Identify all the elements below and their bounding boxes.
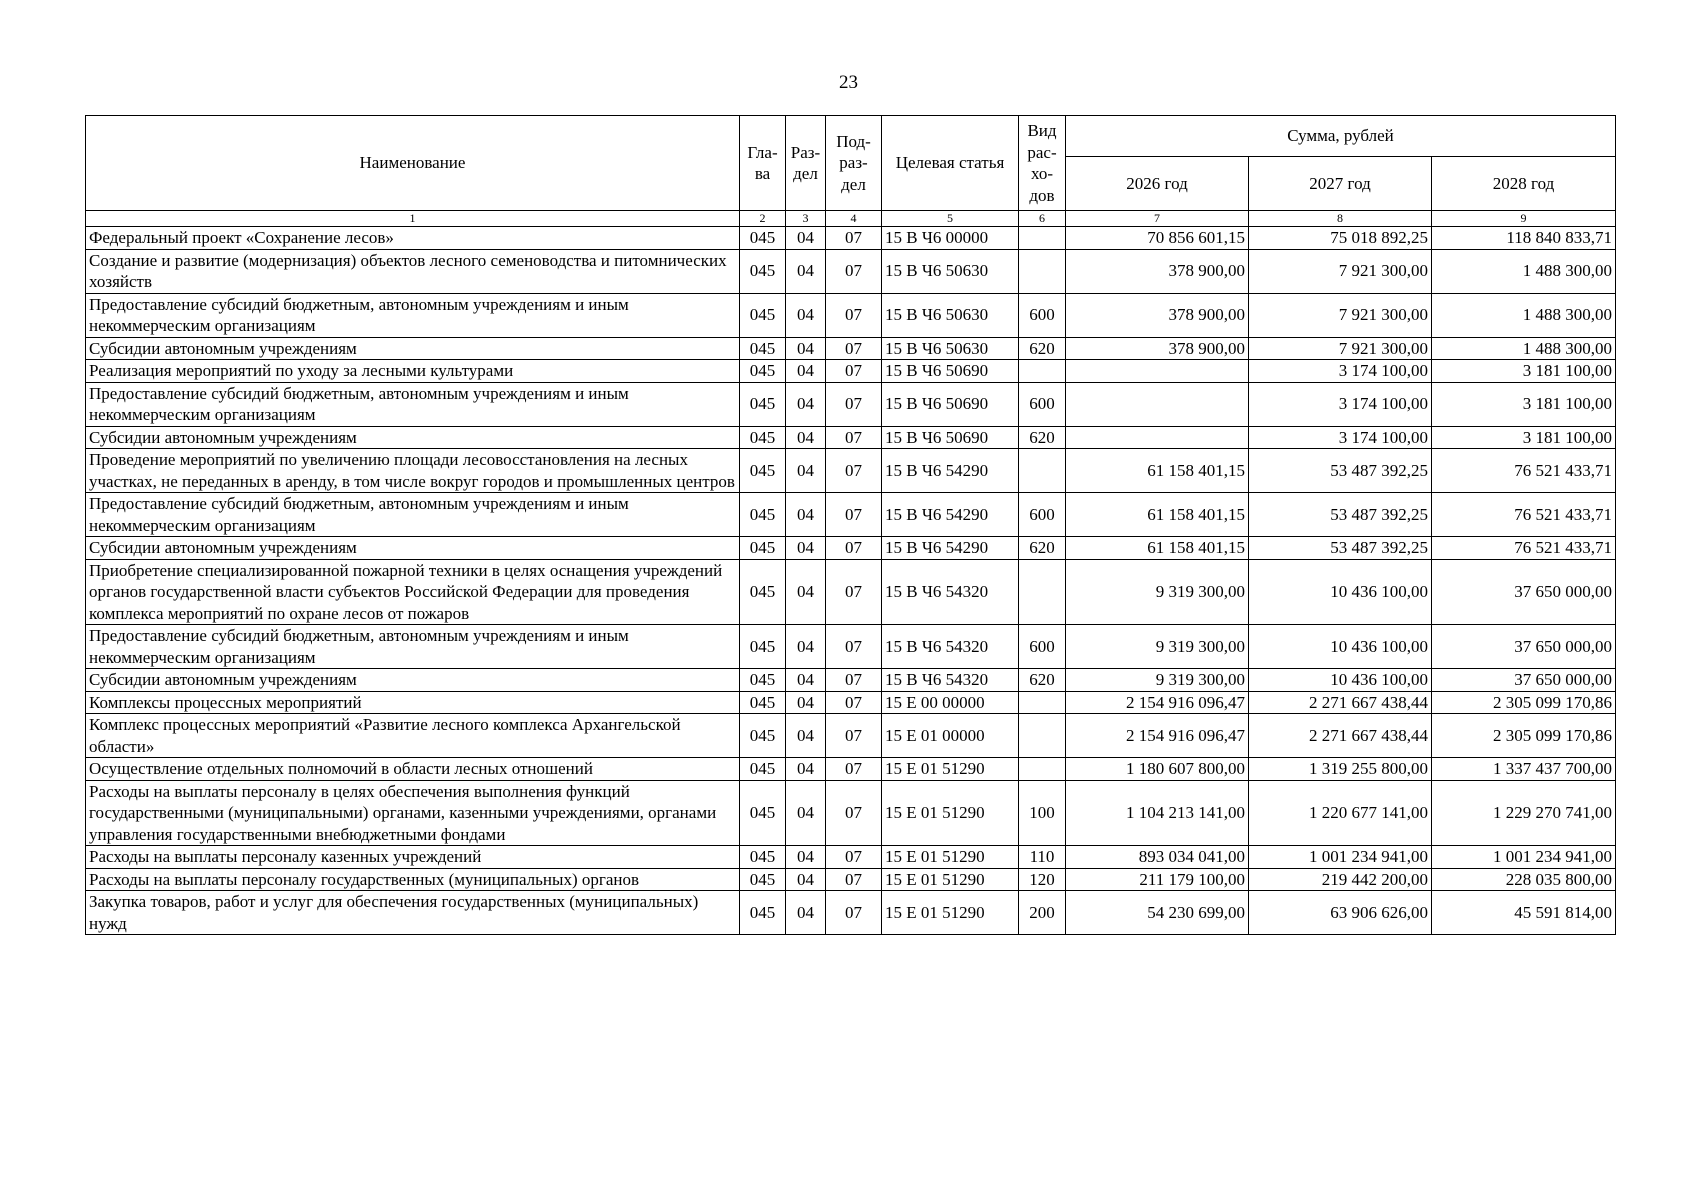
- row-razdel: 04: [786, 846, 826, 869]
- row-name: Предоставление субсидий бюджетным, автономным учреждениям и иным некоммерческим организациям: [86, 382, 740, 426]
- row-podrazdel: 07: [826, 691, 882, 714]
- row-amount-2026: 2 154 916 096,47: [1066, 691, 1249, 714]
- row-podrazdel: 07: [826, 669, 882, 692]
- table-row: [86, 493, 1616, 537]
- row-amount-2027: 75 018 892,25: [1249, 227, 1432, 250]
- row-target-article: 15 Е 00 00000: [882, 691, 1019, 714]
- row-podrazdel: 07: [826, 780, 882, 846]
- row-vid-rashodov: [1019, 758, 1066, 781]
- row-amount-2028: 76 521 433,71: [1432, 449, 1616, 493]
- row-amount-2027: 219 442 200,00: [1249, 868, 1432, 891]
- row-amount-2028: 37 650 000,00: [1432, 669, 1616, 692]
- row-glava: 045: [740, 758, 786, 781]
- row-amount-2026: 1 180 607 800,00: [1066, 758, 1249, 781]
- row-razdel: 04: [786, 293, 826, 337]
- header-year-2027: 2027 год: [1249, 157, 1432, 211]
- table-row: [86, 758, 1616, 781]
- row-name: Комплексы процессных мероприятий: [86, 691, 740, 714]
- row-amount-2027: 1 220 677 141,00: [1249, 780, 1432, 846]
- header-year-2026: 2026 год: [1066, 157, 1249, 211]
- row-razdel: 04: [786, 891, 826, 935]
- row-podrazdel: 07: [826, 714, 882, 758]
- row-amount-2026: 9 319 300,00: [1066, 625, 1249, 669]
- row-razdel: 04: [786, 227, 826, 250]
- row-razdel: 04: [786, 337, 826, 360]
- row-podrazdel: 07: [826, 293, 882, 337]
- row-amount-2027: 63 906 626,00: [1249, 891, 1432, 935]
- table-header: [86, 116, 1616, 227]
- table-row: [86, 714, 1616, 758]
- row-glava: 045: [740, 691, 786, 714]
- row-amount-2026: 893 034 041,00: [1066, 846, 1249, 869]
- column-number: 6: [1019, 211, 1066, 227]
- row-razdel: 04: [786, 691, 826, 714]
- row-target-article: 15 В Ч6 50630: [882, 337, 1019, 360]
- row-glava: 045: [740, 714, 786, 758]
- row-glava: 045: [740, 868, 786, 891]
- table-row: [86, 537, 1616, 560]
- table-row: [86, 669, 1616, 692]
- column-number: 2: [740, 211, 786, 227]
- row-amount-2027: 3 174 100,00: [1249, 360, 1432, 383]
- table-row: [86, 426, 1616, 449]
- row-amount-2028: 1 337 437 700,00: [1432, 758, 1616, 781]
- row-podrazdel: 07: [826, 227, 882, 250]
- row-razdel: 04: [786, 669, 826, 692]
- row-amount-2026: 2 154 916 096,47: [1066, 714, 1249, 758]
- row-name: Расходы на выплаты персоналу казенных учреждений: [86, 846, 740, 869]
- row-target-article: 15 В Ч6 50690: [882, 426, 1019, 449]
- column-number: 3: [786, 211, 826, 227]
- row-vid-rashodov: 100: [1019, 780, 1066, 846]
- row-podrazdel: 07: [826, 625, 882, 669]
- row-name: Предоставление субсидий бюджетным, автономным учреждениям и иным некоммерческим организациям: [86, 493, 740, 537]
- row-target-article: 15 В Ч6 50690: [882, 382, 1019, 426]
- row-amount-2028: 1 229 270 741,00: [1432, 780, 1616, 846]
- row-podrazdel: 07: [826, 360, 882, 383]
- row-podrazdel: 07: [826, 249, 882, 293]
- row-vid-rashodov: 120: [1019, 868, 1066, 891]
- row-amount-2026: 1 104 213 141,00: [1066, 780, 1249, 846]
- row-amount-2027: 7 921 300,00: [1249, 249, 1432, 293]
- row-amount-2028: 37 650 000,00: [1432, 559, 1616, 625]
- row-name: Федеральный проект «Сохранение лесов»: [86, 227, 740, 250]
- row-glava: 045: [740, 449, 786, 493]
- row-amount-2026: 54 230 699,00: [1066, 891, 1249, 935]
- table-row: [86, 227, 1616, 250]
- row-name: Субсидии автономным учреждениям: [86, 337, 740, 360]
- row-glava: 045: [740, 337, 786, 360]
- row-target-article: 15 Е 01 51290: [882, 780, 1019, 846]
- table-row: [86, 360, 1616, 383]
- table-row: [86, 249, 1616, 293]
- row-amount-2026: 211 179 100,00: [1066, 868, 1249, 891]
- row-podrazdel: 07: [826, 891, 882, 935]
- row-amount-2027: 2 271 667 438,44: [1249, 691, 1432, 714]
- row-amount-2027: 10 436 100,00: [1249, 669, 1432, 692]
- row-vid-rashodov: 600: [1019, 293, 1066, 337]
- row-target-article: 15 Е 01 00000: [882, 714, 1019, 758]
- table-row: [86, 625, 1616, 669]
- table-row: [86, 868, 1616, 891]
- row-name: Проведение мероприятий по увеличению площади лесовосстановления на лесных участках, не переданных в аренду, в том числе вокруг городов и промышленных центров: [86, 449, 740, 493]
- table-row: [86, 691, 1616, 714]
- row-vid-rashodov: 600: [1019, 625, 1066, 669]
- row-vid-rashodov: 200: [1019, 891, 1066, 935]
- row-target-article: 15 В Ч6 54290: [882, 493, 1019, 537]
- header-name: Наименование: [86, 116, 740, 211]
- table-row: [86, 449, 1616, 493]
- row-razdel: 04: [786, 537, 826, 560]
- row-name: Создание и развитие (модернизация) объектов лесного семеноводства и питомнических хозяйств: [86, 249, 740, 293]
- row-amount-2028: 3 181 100,00: [1432, 360, 1616, 383]
- row-amount-2027: 53 487 392,25: [1249, 493, 1432, 537]
- table-body: [86, 227, 1616, 935]
- row-amount-2028: 76 521 433,71: [1432, 537, 1616, 560]
- table-row: [86, 337, 1616, 360]
- row-podrazdel: 07: [826, 846, 882, 869]
- row-glava: 045: [740, 537, 786, 560]
- column-number: 9: [1432, 211, 1616, 227]
- row-amount-2026: 378 900,00: [1066, 249, 1249, 293]
- row-razdel: 04: [786, 714, 826, 758]
- header-razdel: Раз-дел: [786, 116, 826, 211]
- row-target-article: 15 В Ч6 54290: [882, 449, 1019, 493]
- row-name: Комплекс процессных мероприятий «Развитие лесного комплекса Архангельской области»: [86, 714, 740, 758]
- row-name: Расходы на выплаты персоналу государственных (муниципальных) органов: [86, 868, 740, 891]
- row-amount-2027: 2 271 667 438,44: [1249, 714, 1432, 758]
- row-amount-2026: [1066, 382, 1249, 426]
- row-name: Реализация мероприятий по уходу за лесными культурами: [86, 360, 740, 383]
- column-numbers-row: [86, 211, 1616, 227]
- row-glava: 045: [740, 669, 786, 692]
- row-podrazdel: 07: [826, 758, 882, 781]
- row-amount-2027: 1 001 234 941,00: [1249, 846, 1432, 869]
- budget-table: [85, 115, 1616, 935]
- row-razdel: 04: [786, 559, 826, 625]
- table-row: [86, 382, 1616, 426]
- row-razdel: 04: [786, 426, 826, 449]
- table-row: [86, 559, 1616, 625]
- row-amount-2027: 7 921 300,00: [1249, 293, 1432, 337]
- row-glava: 045: [740, 559, 786, 625]
- row-amount-2026: 378 900,00: [1066, 293, 1249, 337]
- row-target-article: 15 В Ч6 00000: [882, 227, 1019, 250]
- page-number: 23: [839, 72, 858, 93]
- row-target-article: 15 Е 01 51290: [882, 846, 1019, 869]
- row-amount-2026: [1066, 426, 1249, 449]
- row-amount-2027: 3 174 100,00: [1249, 426, 1432, 449]
- row-vid-rashodov: 600: [1019, 493, 1066, 537]
- header-summa: Сумма, рублей: [1066, 116, 1616, 157]
- row-target-article: 15 Е 01 51290: [882, 758, 1019, 781]
- row-podrazdel: 07: [826, 426, 882, 449]
- row-amount-2027: 10 436 100,00: [1249, 625, 1432, 669]
- row-razdel: 04: [786, 780, 826, 846]
- row-razdel: 04: [786, 382, 826, 426]
- row-amount-2028: 1 488 300,00: [1432, 337, 1616, 360]
- row-glava: 045: [740, 382, 786, 426]
- row-amount-2026: 378 900,00: [1066, 337, 1249, 360]
- row-amount-2028: 1 488 300,00: [1432, 249, 1616, 293]
- row-amount-2028: 45 591 814,00: [1432, 891, 1616, 935]
- table-row: [86, 780, 1616, 846]
- row-glava: 045: [740, 249, 786, 293]
- header-vid-rashodov: Вид рас-хо-дов: [1019, 116, 1066, 211]
- row-target-article: 15 Е 01 51290: [882, 891, 1019, 935]
- row-vid-rashodov: [1019, 691, 1066, 714]
- row-name: Закупка товаров, работ и услуг для обеспечения государственных (муниципальных) нужд: [86, 891, 740, 935]
- row-amount-2026: 70 856 601,15: [1066, 227, 1249, 250]
- row-glava: 045: [740, 780, 786, 846]
- row-razdel: 04: [786, 868, 826, 891]
- row-target-article: 15 В Ч6 54290: [882, 537, 1019, 560]
- header-tselevaya-statya: Целевая статья: [882, 116, 1019, 211]
- row-vid-rashodov: 620: [1019, 426, 1066, 449]
- row-podrazdel: 07: [826, 337, 882, 360]
- column-number: 4: [826, 211, 882, 227]
- table-row: [86, 891, 1616, 935]
- row-amount-2026: 9 319 300,00: [1066, 559, 1249, 625]
- row-vid-rashodov: 620: [1019, 337, 1066, 360]
- column-number: 5: [882, 211, 1019, 227]
- table-row: [86, 846, 1616, 869]
- row-amount-2026: 61 158 401,15: [1066, 449, 1249, 493]
- table-row: [86, 293, 1616, 337]
- row-vid-rashodov: [1019, 449, 1066, 493]
- row-name: Субсидии автономным учреждениям: [86, 426, 740, 449]
- row-vid-rashodov: [1019, 360, 1066, 383]
- row-podrazdel: 07: [826, 537, 882, 560]
- row-name: Предоставление субсидий бюджетным, автономным учреждениям и иным некоммерческим организациям: [86, 293, 740, 337]
- row-amount-2028: 3 181 100,00: [1432, 382, 1616, 426]
- row-amount-2028: 228 035 800,00: [1432, 868, 1616, 891]
- row-razdel: 04: [786, 625, 826, 669]
- row-vid-rashodov: [1019, 249, 1066, 293]
- header-glava: Гла-ва: [740, 116, 786, 211]
- row-podrazdel: 07: [826, 868, 882, 891]
- row-podrazdel: 07: [826, 493, 882, 537]
- row-vid-rashodov: [1019, 714, 1066, 758]
- row-name: Приобретение специализированной пожарной техники в целях оснащения учреждений органов государственной власти субъектов Российской Федерации для проведения комплекса мероприятий по охране лесов от пожаров: [86, 559, 740, 625]
- row-target-article: 15 В Ч6 50690: [882, 360, 1019, 383]
- row-name: Расходы на выплаты персоналу в целях обеспечения выполнения функций государственными (муниципальными) органами, казенными учреждениями, органами управления государственными внебюджетными фондами: [86, 780, 740, 846]
- row-amount-2028: 37 650 000,00: [1432, 625, 1616, 669]
- header-podrazdel: Под-раз-дел: [826, 116, 882, 211]
- row-amount-2026: 9 319 300,00: [1066, 669, 1249, 692]
- row-vid-rashodov: 620: [1019, 669, 1066, 692]
- row-amount-2028: 118 840 833,71: [1432, 227, 1616, 250]
- row-amount-2027: 7 921 300,00: [1249, 337, 1432, 360]
- row-amount-2026: 61 158 401,15: [1066, 493, 1249, 537]
- row-amount-2028: 1 488 300,00: [1432, 293, 1616, 337]
- row-target-article: 15 Е 01 51290: [882, 868, 1019, 891]
- row-vid-rashodov: [1019, 227, 1066, 250]
- row-razdel: 04: [786, 449, 826, 493]
- row-amount-2027: 53 487 392,25: [1249, 449, 1432, 493]
- row-glava: 045: [740, 426, 786, 449]
- row-amount-2028: 2 305 099 170,86: [1432, 714, 1616, 758]
- row-amount-2026: [1066, 360, 1249, 383]
- column-number: 7: [1066, 211, 1249, 227]
- column-number: 8: [1249, 211, 1432, 227]
- row-amount-2028: 1 001 234 941,00: [1432, 846, 1616, 869]
- row-amount-2028: 2 305 099 170,86: [1432, 691, 1616, 714]
- row-target-article: 15 В Ч6 54320: [882, 669, 1019, 692]
- row-name: Предоставление субсидий бюджетным, автономным учреждениям и иным некоммерческим организациям: [86, 625, 740, 669]
- row-target-article: 15 В Ч6 50630: [882, 293, 1019, 337]
- column-number: 1: [86, 211, 740, 227]
- row-glava: 045: [740, 846, 786, 869]
- row-target-article: 15 В Ч6 54320: [882, 559, 1019, 625]
- row-podrazdel: 07: [826, 449, 882, 493]
- row-amount-2027: 3 174 100,00: [1249, 382, 1432, 426]
- row-amount-2027: 53 487 392,25: [1249, 537, 1432, 560]
- row-amount-2027: 1 319 255 800,00: [1249, 758, 1432, 781]
- row-glava: 045: [740, 360, 786, 383]
- row-name: Осуществление отдельных полномочий в области лесных отношений: [86, 758, 740, 781]
- row-target-article: 15 В Ч6 54320: [882, 625, 1019, 669]
- row-vid-rashodov: 620: [1019, 537, 1066, 560]
- row-razdel: 04: [786, 493, 826, 537]
- row-podrazdel: 07: [826, 559, 882, 625]
- header-year-2028: 2028 год: [1432, 157, 1616, 211]
- row-name: Субсидии автономным учреждениям: [86, 669, 740, 692]
- row-glava: 045: [740, 293, 786, 337]
- row-name: Субсидии автономным учреждениям: [86, 537, 740, 560]
- row-amount-2027: 10 436 100,00: [1249, 559, 1432, 625]
- row-glava: 045: [740, 891, 786, 935]
- row-amount-2028: 3 181 100,00: [1432, 426, 1616, 449]
- row-vid-rashodov: [1019, 559, 1066, 625]
- row-razdel: 04: [786, 360, 826, 383]
- row-razdel: 04: [786, 249, 826, 293]
- row-amount-2026: 61 158 401,15: [1066, 537, 1249, 560]
- row-glava: 045: [740, 625, 786, 669]
- row-podrazdel: 07: [826, 382, 882, 426]
- row-amount-2028: 76 521 433,71: [1432, 493, 1616, 537]
- row-glava: 045: [740, 227, 786, 250]
- row-vid-rashodov: 600: [1019, 382, 1066, 426]
- row-vid-rashodov: 110: [1019, 846, 1066, 869]
- row-target-article: 15 В Ч6 50630: [882, 249, 1019, 293]
- row-glava: 045: [740, 493, 786, 537]
- row-razdel: 04: [786, 758, 826, 781]
